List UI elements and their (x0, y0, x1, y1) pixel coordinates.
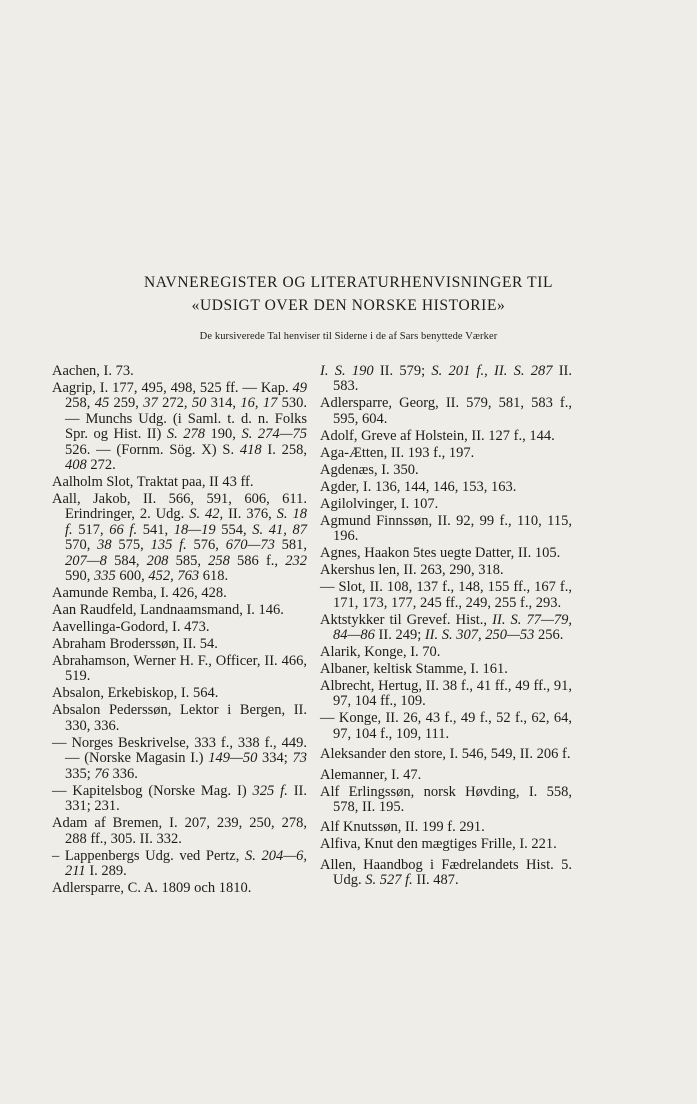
entry-text: Aachen, I. 73. (52, 363, 134, 379)
entry-text: Agder, I. 136, 144, 146, 153, 163. (320, 478, 517, 495)
index-entry (52, 881, 307, 896)
index-entry (320, 747, 572, 762)
entry-text: 581, (274, 537, 308, 554)
entry-text: 334; (257, 750, 293, 767)
index-entry (320, 480, 572, 495)
index-entry (320, 463, 572, 478)
index-entry (320, 364, 572, 395)
entry-text: II. 583. (333, 363, 572, 395)
index-entry (52, 736, 307, 782)
index-entry (52, 381, 307, 473)
index-entry (52, 586, 307, 601)
entry-text: Aall, Jakob, II. 566, 591, 606, 611. Erindringer, 2. Udg. (52, 491, 307, 523)
index-entry (320, 768, 572, 783)
entry-reference-italic: 37 (143, 395, 158, 412)
entry-text: — Konge, II. 26, 43 f., 49 f., 52 f., 62, 64, 97, 104 f., 109, 111. (320, 710, 572, 742)
index-entry (52, 849, 307, 880)
entry-text: 576, (186, 537, 226, 554)
index-entry (320, 662, 572, 677)
entry-text: 530. — Munchs Udg. (i Saml. t. d. n. Folks Spr. og Hist. II) (65, 395, 308, 443)
entry-text: 259, (109, 395, 144, 412)
entry-reference-italic: 418 (239, 441, 262, 458)
entry-text: Aagrip, I. 177, 495, 498, 525 ff. — Kap. (52, 380, 293, 396)
entry-text: 258, (65, 395, 95, 412)
index-entry (320, 396, 572, 427)
index-entry (52, 475, 307, 490)
entry-text: 272, (157, 395, 192, 412)
entry-text: 585, (168, 552, 209, 569)
index-entry (320, 645, 572, 660)
entry-text: Aamunde Remba, I. 426, 428. (52, 585, 227, 602)
entry-text: Agnes, Haakon 5tes uegte Datter, II. 105. (320, 545, 561, 562)
entry-text: Albrecht, Hertug, II. 38 f., 41 ff., 49 ff., 91, 97, 104 ff., 109. (320, 678, 572, 710)
entry-text: 272. (86, 457, 116, 474)
index-entry (52, 654, 307, 685)
entry-text: Absalon, Erkebiskop, I. 564. (52, 685, 219, 702)
entry-text: 526. — (Fornm. Sög. X) S. (65, 441, 240, 458)
entry-text: Aan Raudfeld, Landnaamsmand, I. 146. (52, 602, 284, 619)
entry-reference-italic: 207—8 (65, 552, 107, 569)
entry-text: Aga-Ætten, II. 193 f., 197. (320, 444, 475, 461)
entry-text: Akershus len, II. 263, 290, 318. (320, 562, 504, 579)
entry-reference-italic: II. S. 307, 250—53 (424, 627, 535, 644)
entry-text: II. 331; 231. (65, 782, 308, 815)
entry-text: — Norges Beskrivelse, 333 f., 338 f., 449. — (Norske Magasin I.) (52, 734, 307, 767)
entry-reference-italic: S. 204—6, 211 (65, 847, 307, 879)
entry-text: Aleksander den store, I. 546, 549, II. 206 f. (320, 746, 571, 763)
entry-text: Adolf, Greve af Holstein, II. 127 f., 144. (320, 427, 555, 444)
index-entry (52, 784, 307, 815)
index-entry (320, 837, 572, 852)
entry-reference-italic: S. 201 f., II. S. 287 (431, 363, 553, 379)
entry-reference-italic: 45 (94, 395, 110, 412)
entry-reference-italic: 149—50 (208, 750, 258, 767)
index-entry (52, 816, 307, 847)
entry-text: II. 487. (412, 872, 459, 889)
entry-reference-italic: S. 527 f. (365, 872, 413, 889)
entry-text: 336. (108, 765, 138, 782)
index-entry (320, 613, 572, 644)
entry-reference-italic: 66 f. (109, 521, 138, 538)
entry-reference-italic: S. 18 f. (65, 506, 307, 538)
entry-reference-italic: S. 274—75 (241, 426, 307, 443)
entry-text: Allen, Haandbog i Fædrelandets Hist. 5. Udg. (320, 856, 572, 889)
index-entry (52, 620, 307, 635)
index-entry (320, 429, 572, 444)
entry-text: Aavellinga-Godord, I. 473. (52, 619, 210, 636)
index-entry (52, 686, 307, 701)
index-entry (52, 492, 307, 584)
entry-reference-italic: 18—19 (173, 521, 216, 538)
entry-reference-italic: S. 42, (189, 506, 224, 523)
entry-reference-italic: 408 (65, 457, 87, 474)
index-entry (320, 785, 572, 816)
entry-text: – Lappenbergs Udg. ved Pertz, (52, 847, 245, 864)
entry-reference-italic: 325 f. (252, 782, 288, 799)
entry-reference-italic: 38 (97, 537, 112, 554)
entry-text: I. 289. (85, 862, 127, 879)
entry-text: 600, (115, 568, 149, 585)
entry-text: 541, (137, 521, 174, 538)
index-entry (320, 679, 572, 710)
entry-text: 190, (205, 426, 242, 443)
entry-text: Alemanner, I. 47. (320, 766, 422, 783)
entry-text: Alf Knutssøn, II. 199 f. 291. (320, 819, 485, 836)
index-entry (320, 497, 572, 512)
entry-text: Alfiva, Knut den mægtiges Frille, I. 221. (320, 836, 557, 853)
entry-text: Adlersparre, Georg, II. 579, 581, 583 f., 595, 604. (320, 395, 572, 427)
entry-text: 335; (65, 765, 95, 782)
entry-text: 314, (206, 395, 241, 412)
entry-reference-italic: 50 (191, 395, 207, 412)
entry-text: 584, (106, 552, 147, 569)
italic-note: De kursiverede Tal henviser til Siderne i de af Sars benyttede Værker (199, 331, 498, 342)
index-entry (320, 820, 572, 835)
entry-text: Alarik, Konge, I. 70. (320, 644, 441, 661)
entry-text: 575, (111, 537, 151, 554)
entry-text: Aalholm Slot, Traktat paa, II 43 ff. (52, 474, 254, 491)
index-entry (52, 703, 307, 734)
index-entry (52, 637, 307, 652)
entry-reference-italic: 76 (94, 765, 109, 782)
entry-text: Albaner, keltisk Stamme, I. 161. (320, 661, 508, 678)
entry-text: Adlersparre, C. A. 1809 och 1810. (52, 879, 252, 896)
page-title-line-1: NAVNEREGISTER OG LITERATURHENVISNINGER TIL (143, 274, 554, 291)
entry-text: 517, (72, 521, 110, 538)
index-entry (320, 580, 572, 611)
entry-text: II. 376, (223, 506, 277, 523)
entry-text: 554, (215, 521, 253, 538)
entry-reference-italic: 452, 763 (148, 568, 200, 585)
entry-reference-italic: 49 (292, 380, 307, 396)
entry-text: Adam af Bremen, I. 207, 239, 250, 278, 288 ff., 305. II. 332. (52, 815, 307, 847)
entry-reference-italic: 73 (292, 750, 307, 767)
index-column-right (320, 364, 572, 890)
entry-reference-italic: 670—73 (225, 537, 275, 554)
entry-text: Agmund Finnssøn, II. 92, 99 f., 110, 115, 196. (320, 512, 572, 545)
index-entry (320, 514, 572, 545)
entry-reference-italic: 208 (146, 552, 169, 569)
index-entry (320, 563, 572, 578)
entry-text: 586 f., (229, 552, 286, 569)
entry-reference-italic: I. S. 190 (320, 363, 374, 379)
entry-reference-italic: 335 (94, 568, 116, 585)
entry-reference-italic: 232 (285, 552, 307, 569)
entry-text: — Kapitelsbog (Norske Mag. I) (52, 782, 253, 799)
entry-text: Alf Erlingssøn, norsk Høvding, I. 558, 578, II. 195. (320, 783, 572, 816)
index-entry (52, 603, 307, 618)
entry-text: I. 258, (261, 441, 307, 458)
entry-text: 590, (65, 568, 94, 585)
entry-text: — Slot, II. 108, 137 f., 148, 155 ff., 167 f., 171, 173, 177, 245 ff., 249, 255 f., 293. (320, 579, 572, 611)
entry-reference-italic: S. 278 (166, 426, 206, 443)
entry-text: Abraham Broderssøn, II. 54. (52, 636, 218, 653)
entry-text: 570, (65, 537, 98, 554)
index-entry (52, 364, 307, 379)
entry-text: Abrahamson, Werner H. F., Officer, II. 466, 519. (52, 653, 307, 685)
entry-text: 618. (199, 568, 229, 585)
entry-text: Absalon Pederssøn, Lektor i Bergen, II. 330, 336. (52, 702, 307, 734)
index-entry (320, 711, 572, 742)
entry-text: Agdenæs, I. 350. (320, 461, 419, 478)
index-entry (320, 446, 572, 461)
entry-reference-italic: 135 f. (150, 537, 187, 554)
entry-reference-italic: II. S. 77—79, 84—86 (333, 611, 572, 644)
entry-reference-italic: 258 (208, 552, 230, 569)
entry-text: Aktstykker til Grevef. Hist., (320, 611, 493, 628)
entry-text: II. 579; (373, 363, 432, 379)
index-column-left (52, 364, 307, 898)
entry-text: Agilolvinger, I. 107. (320, 495, 439, 512)
entry-text: 256. (534, 627, 564, 644)
index-entry (320, 546, 572, 561)
page-title-line-2: «UDSIGT OVER DEN NORSKE HISTORIE» (191, 297, 506, 314)
index-entry (320, 858, 572, 889)
entry-reference-italic: 16, 17 (240, 395, 278, 412)
entry-reference-italic: S. 41, 87 (252, 521, 308, 538)
entry-text: II. 249; (374, 627, 425, 644)
